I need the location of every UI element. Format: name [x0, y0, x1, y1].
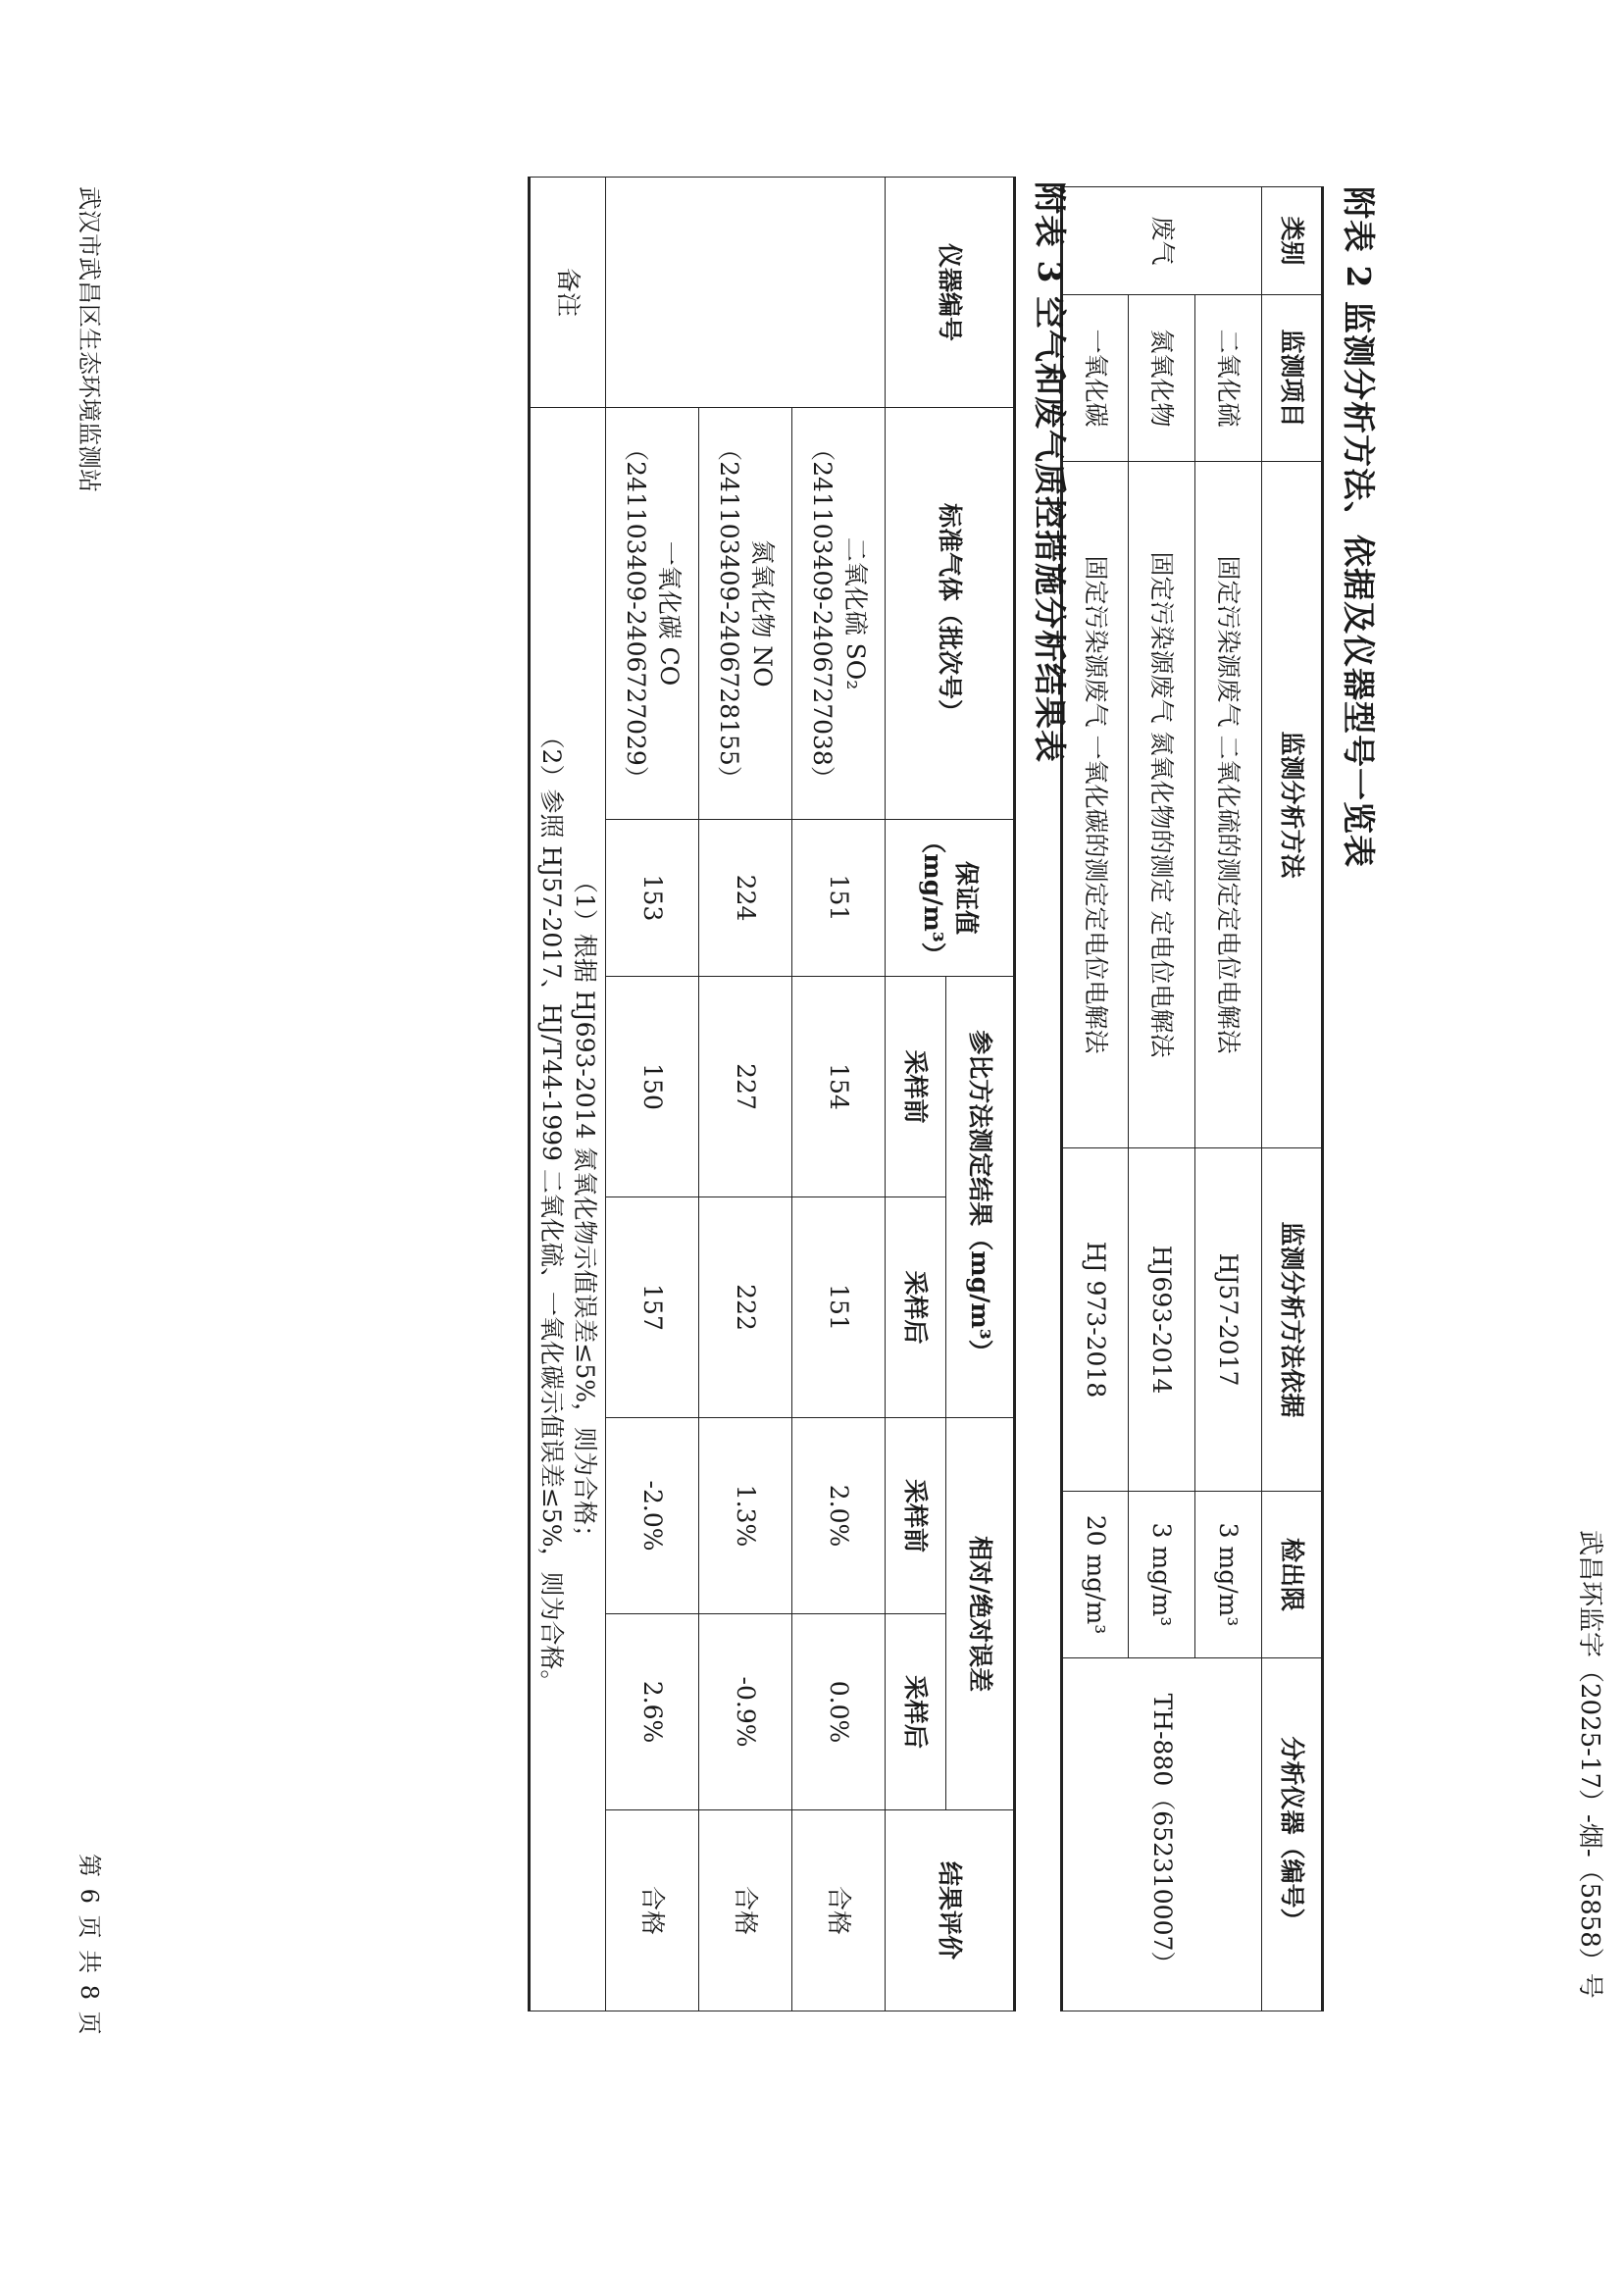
assured-cell: 151 — [792, 820, 886, 977]
ref-before-cell: 154 — [792, 977, 886, 1197]
header-method: 监测分析方法 — [1262, 462, 1323, 1148]
err-before-cell: 2.0% — [792, 1418, 886, 1614]
limit-cell: 3 mg/m³ — [1129, 1492, 1195, 1658]
err-after-cell: 0.0% — [792, 1614, 886, 1810]
limit-cell: 20 mg/m³ — [1062, 1492, 1129, 1658]
category-cell: 废气 — [1062, 187, 1262, 295]
limit-cell: 3 mg/m³ — [1195, 1492, 1262, 1658]
eval-cell: 合格 — [792, 1810, 886, 2011]
ref-after-cell: 151 — [792, 1197, 886, 1418]
header-instrument-no: 仪器编号 — [886, 178, 1015, 408]
header-instrument: 分析仪器（编号） — [1262, 1658, 1323, 2011]
header-category: 类别 — [1262, 187, 1323, 295]
gas-name: 二氧化硫 SO₂ — [840, 536, 870, 690]
table-row — [1195, 187, 1262, 2011]
err-after-cell: -0.9% — [699, 1614, 792, 1810]
item-cell: 一氧化碳 — [1062, 295, 1129, 462]
report-number: 武昌环监字（2025-17）-烟-（5858）号 — [1575, 1530, 1604, 1999]
standard-cell: HJ693-2014 — [1129, 1148, 1195, 1492]
footer-page-number: 第 6 页 共 8 页 — [76, 1854, 103, 2037]
table-row — [699, 178, 792, 2011]
header-limit: 检出限 — [1262, 1492, 1323, 1658]
header-after: 采样后 — [886, 1197, 946, 1418]
assured-cell: 224 — [699, 820, 792, 977]
note-line: （1）根据 HJ693-2014 氮氧化物示值误差≤5%，则为合格； — [570, 868, 599, 1551]
batch-number: （241103409-2406728155） — [715, 436, 743, 790]
header-std-gas: 标准气体（批次号） — [886, 408, 1015, 820]
item-cell: 二氧化硫 — [1195, 295, 1262, 462]
header-before: 采样前 — [886, 1418, 946, 1614]
eval-cell: 合格 — [699, 1810, 792, 2011]
err-before-cell: -2.0% — [606, 1418, 699, 1614]
ref-after-cell: 157 — [606, 1197, 699, 1418]
ref-before-cell: 150 — [606, 977, 699, 1197]
header-standard: 监测分析方法依据 — [1262, 1148, 1323, 1492]
table3-title: 附表 3 空气和废气质控措施分析结果表 — [1031, 181, 1069, 763]
batch-number: （241103409-2406727038） — [808, 436, 837, 790]
eval-cell: 合格 — [606, 1810, 699, 2011]
err-before-cell: 1.3% — [699, 1418, 792, 1614]
notes-cell — [530, 408, 606, 2011]
table-header-row — [946, 178, 1015, 2011]
err-after-cell: 2.6% — [606, 1614, 699, 1810]
header-item: 监测项目 — [1262, 295, 1323, 462]
table-row — [792, 178, 886, 2011]
table2-title: 附表 2 监测分析方法、依据及仪器型号一览表 — [1340, 186, 1378, 868]
std-gas-cell — [792, 408, 886, 820]
instrument-cell: TH-880（652310007） — [1062, 1658, 1262, 2011]
method-cell: 固定污染源废气 氮氧化物的测定 定电位电解法 — [1129, 462, 1195, 1148]
standard-cell: HJ 973-2018 — [1062, 1148, 1129, 1492]
assured-cell: 153 — [606, 820, 699, 977]
header-assured-value: 保证值（mg/m³） — [886, 820, 1015, 977]
notes-label: 备注 — [530, 178, 606, 408]
batch-number: （241103409-2406727029） — [622, 436, 650, 790]
header-before: 采样前 — [886, 977, 946, 1197]
header-relative-error: 相对/绝对误差 — [946, 1418, 1015, 1810]
gas-name: 氮氧化物 NO — [747, 539, 777, 687]
standard-cell: HJ57-2017 — [1195, 1148, 1262, 1492]
ref-before-cell: 227 — [699, 977, 792, 1197]
gas-name: 一氧化碳 CO — [654, 540, 684, 687]
note-line: （2）参照 HJ57-2017、HJ/T44-1999 二氧化硫、一氧化碳示值误差≤5%，则为合格。 — [537, 724, 566, 1695]
std-gas-cell — [699, 408, 792, 820]
method-cell: 固定污染源废气 二氧化硫的测定定电位电解法 — [1195, 462, 1262, 1148]
table-header-row — [1262, 187, 1323, 2011]
header-reference-result: 参比方法测定结果（mg/m³） — [946, 977, 1015, 1418]
footer-organization: 武汉市武昌区生态环境监测站 — [76, 186, 103, 492]
instrument-no-cell — [606, 178, 886, 408]
std-gas-cell — [606, 408, 699, 820]
methods-table — [1060, 186, 1324, 2011]
ref-after-cell: 222 — [699, 1197, 792, 1418]
qc-results-table — [528, 177, 1016, 2011]
header-evaluation: 结果评价 — [886, 1810, 1015, 2011]
notes-row — [530, 178, 606, 2011]
header-after: 采样后 — [886, 1614, 946, 1810]
table-row — [606, 178, 699, 2011]
method-cell: 固定污染源废气 一氧化碳的测定定电位电解法 — [1062, 462, 1129, 1148]
item-cell: 氮氧化物 — [1129, 295, 1195, 462]
